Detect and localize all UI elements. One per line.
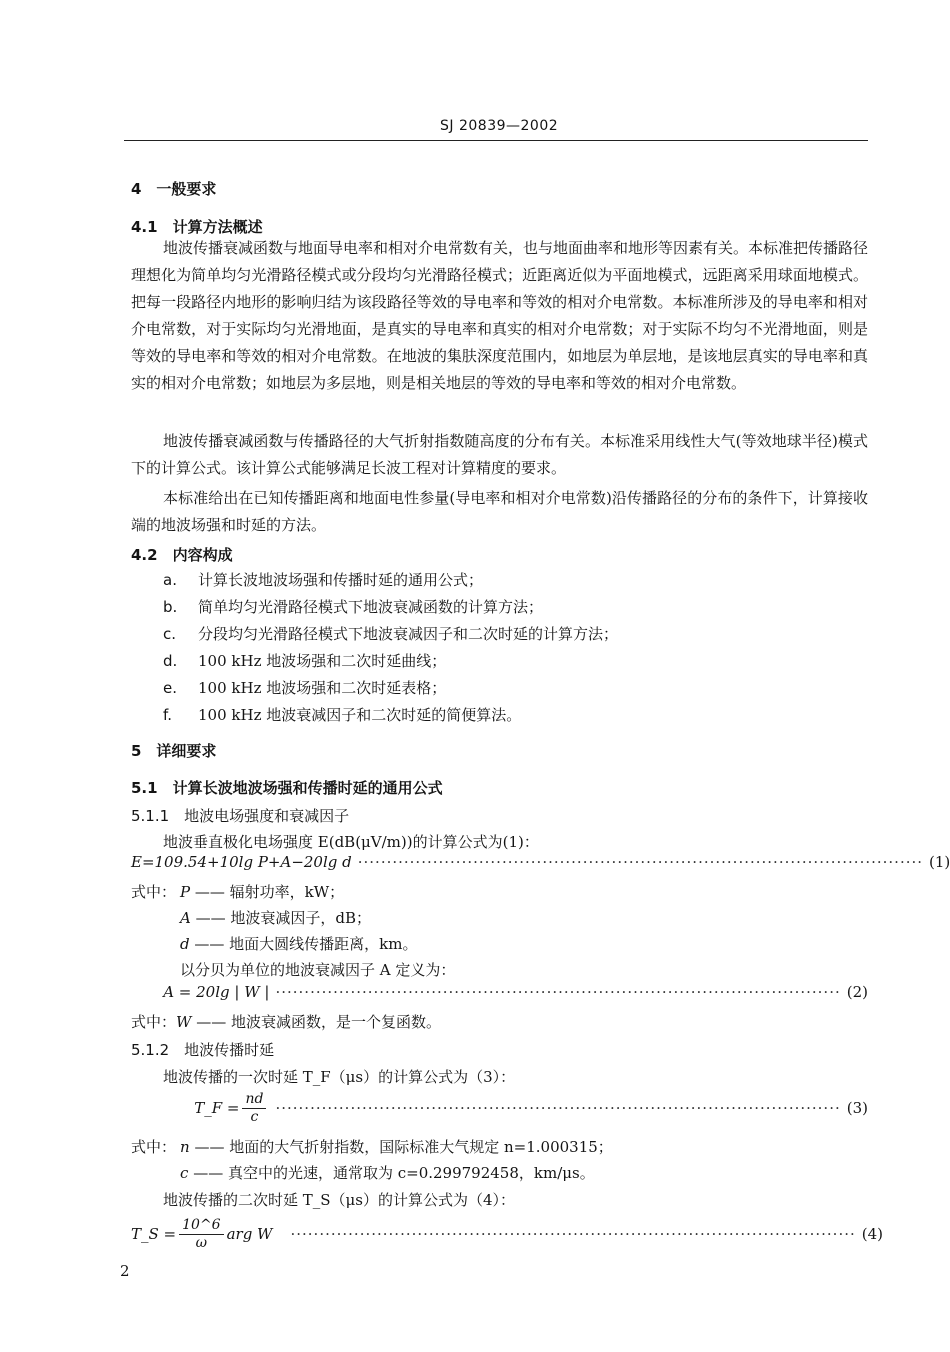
list-text: 计算长波地波场强和传播时延的通用公式； xyxy=(198,571,484,589)
where-label: 式中： xyxy=(131,1138,177,1156)
definition-n-text: —— 地面的大气折射指数，国际标准大气规定 n=1.000315； xyxy=(194,1138,613,1156)
list-label: e. xyxy=(163,679,177,697)
equation-1-number: (1) xyxy=(929,853,950,871)
equation-3-lhs: T_F = xyxy=(194,1099,240,1117)
leader-dots: ·································································································· xyxy=(290,1225,856,1243)
list-label: c. xyxy=(163,625,177,643)
fraction-denominator: c xyxy=(250,1108,259,1125)
paragraph-4-1-3: 本标准给出在已知传播距离和地面电性参量(导电率和相对介电常数)沿传播路径的分布的条件下，计算接收端的地波场强和时延的方法。 xyxy=(131,489,868,534)
document-code-header: SJ 20839—2002 xyxy=(440,118,559,134)
definition-c xyxy=(180,1162,595,1183)
equation-1-formula: E=109.54+10lg P+A−20lg d xyxy=(131,853,352,871)
eq2-intro: 以分贝为单位的地波衰减因子 A 定义为： xyxy=(180,961,456,979)
symbol-d: d xyxy=(180,935,190,953)
definition-d xyxy=(180,933,417,954)
section-5-1-heading: 5.1 计算长波地波场强和传播时延的通用公式 xyxy=(131,779,443,797)
fraction-numerator: nd xyxy=(242,1091,266,1109)
fraction-denominator: ω xyxy=(195,1234,208,1251)
list-text: 100 kHz 地波场强和二次时延曲线； xyxy=(198,652,447,670)
equation-2-formula: A = 20lg | W | xyxy=(163,983,270,1001)
definition-a xyxy=(180,907,371,928)
list-item xyxy=(163,623,618,645)
equation-2 xyxy=(131,980,868,1004)
leader-dots: ·································································································· xyxy=(275,983,841,1001)
list-text: 简单均匀光滑路径模式下地波衰减函数的计算方法； xyxy=(198,598,544,616)
header-rule xyxy=(124,140,868,141)
eq4-intro: 地波传播的二次时延 T_S（μs）的计算公式为（4）： xyxy=(163,1191,516,1209)
definition-p-text: —— 辐射功率，kW； xyxy=(194,883,345,901)
definition-d-text: —— 地面大圆线传播距离，km。 xyxy=(194,935,418,953)
list-label: a. xyxy=(163,571,177,589)
where-label: 式中： xyxy=(131,1013,177,1031)
equation-4-rhs: arg W xyxy=(226,1225,273,1243)
symbol-c: c xyxy=(180,1164,189,1182)
list-item xyxy=(163,704,521,726)
symbol-p: P xyxy=(180,883,191,901)
symbol-w: W xyxy=(176,1013,192,1031)
equation-4-lhs: T_S = xyxy=(131,1225,177,1243)
equation-2-number: (2) xyxy=(846,983,868,1001)
section-5-1-1-heading: 5.1.1 地波电场强度和衰减因子 xyxy=(131,807,350,825)
list-text: 分段均匀光滑路径模式下地波衰减因子和二次时延的计算方法； xyxy=(198,625,619,643)
eq1-intro: 地波垂直极化电场强度 E(dB(μV/m))的计算公式为(1)： xyxy=(163,833,539,851)
equation-4 xyxy=(131,1210,884,1258)
equation-4-fraction xyxy=(179,1217,223,1252)
symbol-a: A xyxy=(180,909,191,927)
definition-p xyxy=(180,881,344,902)
list-label: f. xyxy=(163,706,172,724)
equation-4-number: (4) xyxy=(861,1225,884,1243)
equation-3 xyxy=(131,1086,868,1130)
definition-a-text: —— 地波衰减因子，dB； xyxy=(195,909,372,927)
where-label: 式中： xyxy=(131,883,177,901)
leader-dots: ·································································································· xyxy=(275,1099,841,1117)
section-4-heading: 4 一般要求 xyxy=(131,180,217,198)
list-item xyxy=(163,569,483,591)
list-item xyxy=(163,596,543,618)
equation-3-number: (3) xyxy=(846,1099,868,1117)
list-item xyxy=(163,677,446,699)
list-label: d. xyxy=(163,652,178,670)
symbol-n: n xyxy=(180,1138,190,1156)
page-number: 2 xyxy=(120,1262,130,1280)
list-text: 100 kHz 地波衰减因子和二次时延的简便算法。 xyxy=(198,706,522,724)
section-4-1-heading: 4.1 计算方法概述 xyxy=(131,218,263,236)
leader-dots: ·································································································· xyxy=(357,853,924,871)
list-item xyxy=(163,650,446,672)
section-5-1-2-heading: 5.1.2 地波传播时延 xyxy=(131,1041,275,1059)
equation-1 xyxy=(131,850,950,874)
list-label: b. xyxy=(163,598,178,616)
equation-3-fraction xyxy=(242,1091,266,1126)
definition-w-text: —— 地波衰减函数，是一个复函数。 xyxy=(196,1013,441,1031)
section-4-2-heading: 4.2 内容构成 xyxy=(131,546,233,564)
eq3-intro: 地波传播的一次时延 T_F（μs）的计算公式为（3）： xyxy=(163,1068,516,1086)
list-text: 100 kHz 地波场强和二次时延表格； xyxy=(198,679,447,697)
definition-w xyxy=(131,1011,441,1032)
paragraph-4-1-2: 地波传播衰减函数与传播路径的大气折射指数随高度的分布有关。本标准采用线性大气(等效地球半径)模式下的计算公式。该计算公式能够满足长波工程对计算精度的要求。 xyxy=(131,432,868,477)
definition-c-text: —— 真空中的光速，通常取为 c=0.299792458，km/μs。 xyxy=(193,1164,595,1182)
definition-n xyxy=(180,1136,613,1157)
paragraph-4-1-1: 地波传播衰减函数与地面导电率和相对介电常数有关，也与地面曲率和地形等因素有关。本标准把传播路径理想化为简单均匀光滑路径模式或分段均匀光滑路径模式；近距离近似为平面地模式，远距离采用球面地模式。把每一段路径内地形的影响归结为该段路径等效的导电率和等效的相对介电常数。本标准所涉及的导电率和相对介电常数，对于实际均匀光滑地面，是真实的导电率和真实的相对介电常数；对于实际不均匀不光滑地面，则是等效的导电率和等效的相对介电常数。在地波的集肤深度范围内，如地层为单层地，是该地层真实的导电率和真实的相对介电常数；如地层为多层地，则是相关地层的等效的导电率和等效的相对介电常数。 xyxy=(131,239,869,392)
fraction-numerator: 10^6 xyxy=(179,1217,223,1235)
section-5-heading: 5 详细要求 xyxy=(131,742,217,760)
